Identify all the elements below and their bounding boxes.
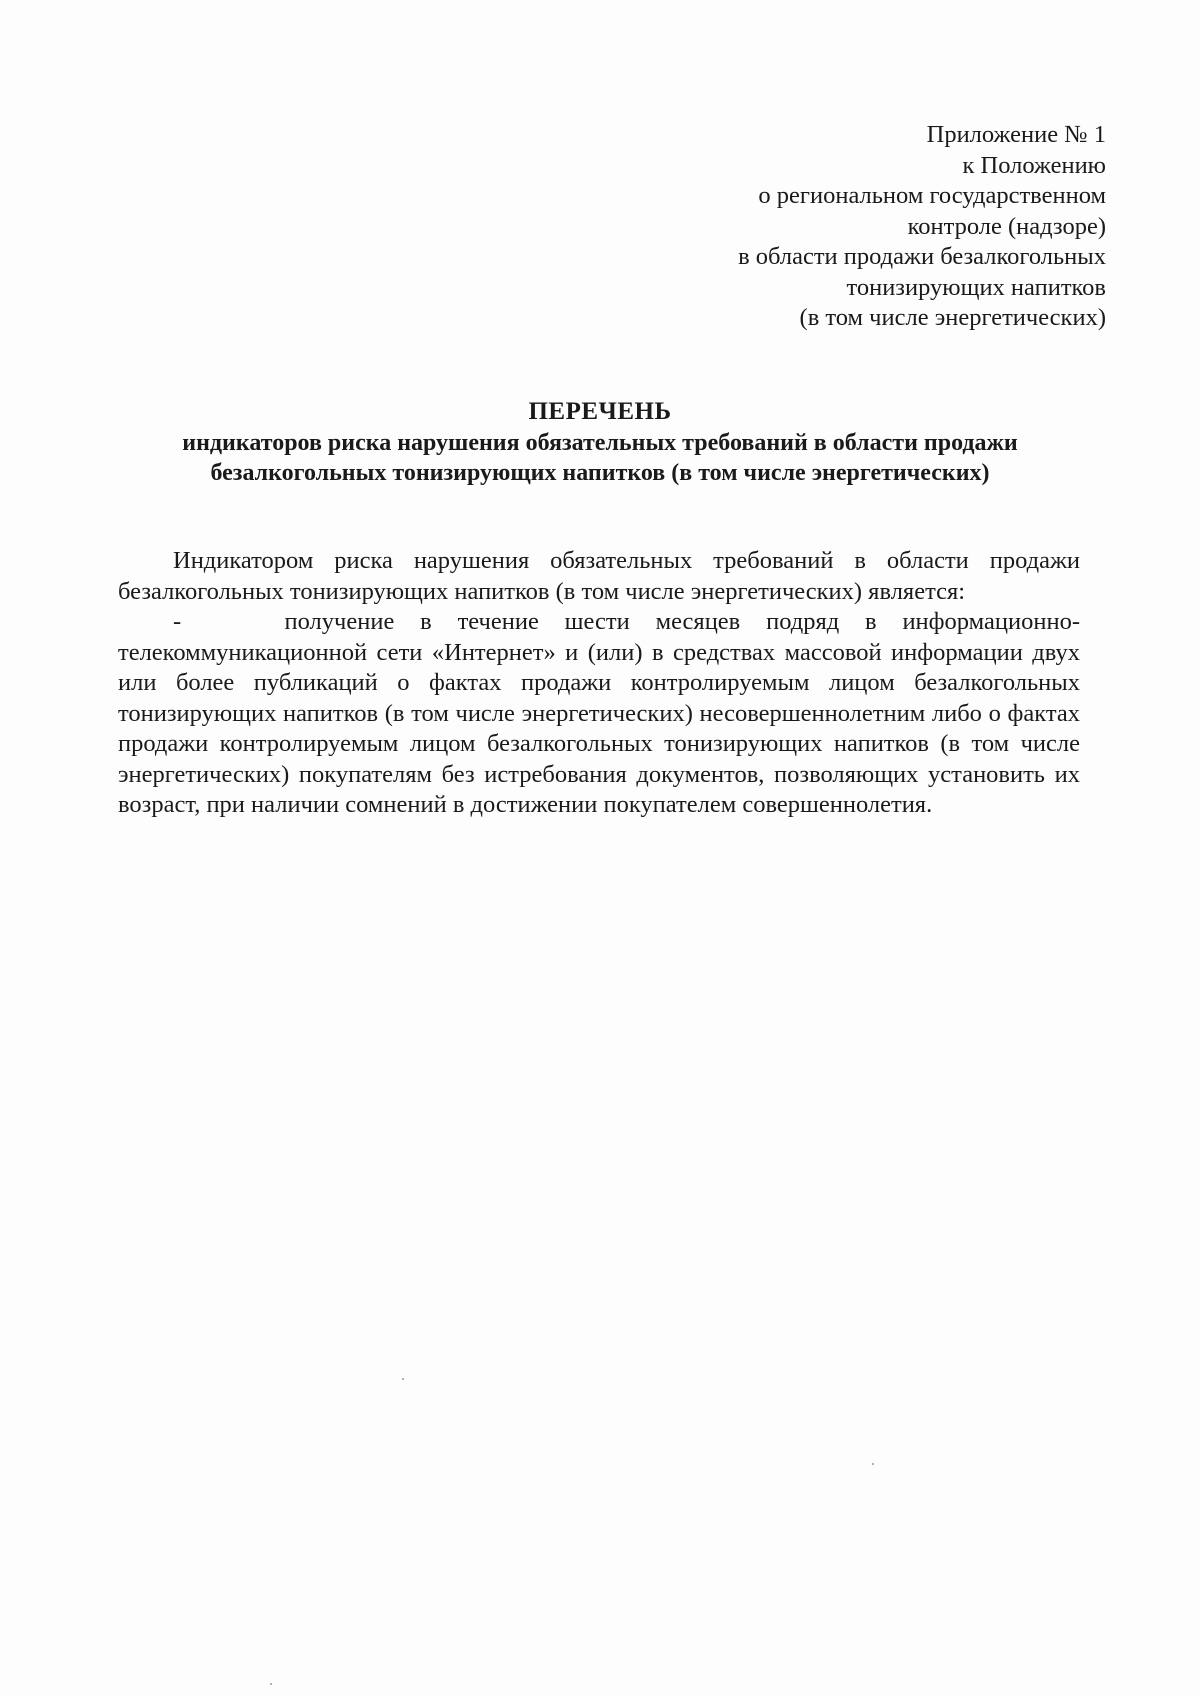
annex-line: к Положению bbox=[962, 151, 1106, 179]
annex-line: тонизирующих напитков bbox=[846, 273, 1106, 301]
document-subtitle-line: безалкогольных тонизирующих напитков (в том числе энергетических) bbox=[210, 460, 990, 486]
list-item-paragraph: - получение в течение шести месяцев подряд в информационно-телекоммуникационной сети «Интернет» и (или) в средствах массовой информации двух или более публикаций о фактах продажи контролируемым лицом безалкогольных тонизирующих напитков (в том числе энергетических) несовершеннолетним либо о фактах продажи контролируемым лицом безалкогольных тонизирующих напитков (в том числе энергетических) покупателям без истребования документов, позволяющих установить их возраст, при наличии сомнений в достижении покупателем совершеннолетия. bbox=[118, 608, 1080, 818]
annex-reference bbox=[546, 120, 1106, 334]
annex-line: контроле (надзоре) bbox=[907, 212, 1106, 240]
annex-line: о региональном государственном bbox=[758, 182, 1106, 209]
annex-line: в области продажи безалкогольных bbox=[738, 243, 1106, 270]
annex-line: Приложение № 1 bbox=[926, 121, 1106, 148]
document-title: ПЕРЕЧЕНЬ bbox=[528, 398, 672, 425]
annex-line: (в том числе энергетических) bbox=[799, 304, 1106, 331]
document-heading bbox=[100, 396, 1100, 488]
document-body bbox=[118, 546, 1080, 821]
document-subtitle-line: индикаторов риска нарушения обязательных требований в области продажи bbox=[182, 430, 1018, 456]
scan-speck bbox=[872, 1463, 874, 1465]
scan-speck bbox=[402, 1378, 404, 1380]
intro-paragraph: Индикатором риска нарушения обязательных требований в области продажи безалкогольных тонизирующих напитков (в том числе энергетических) является: bbox=[118, 547, 1080, 605]
scan-speck bbox=[270, 1683, 272, 1685]
